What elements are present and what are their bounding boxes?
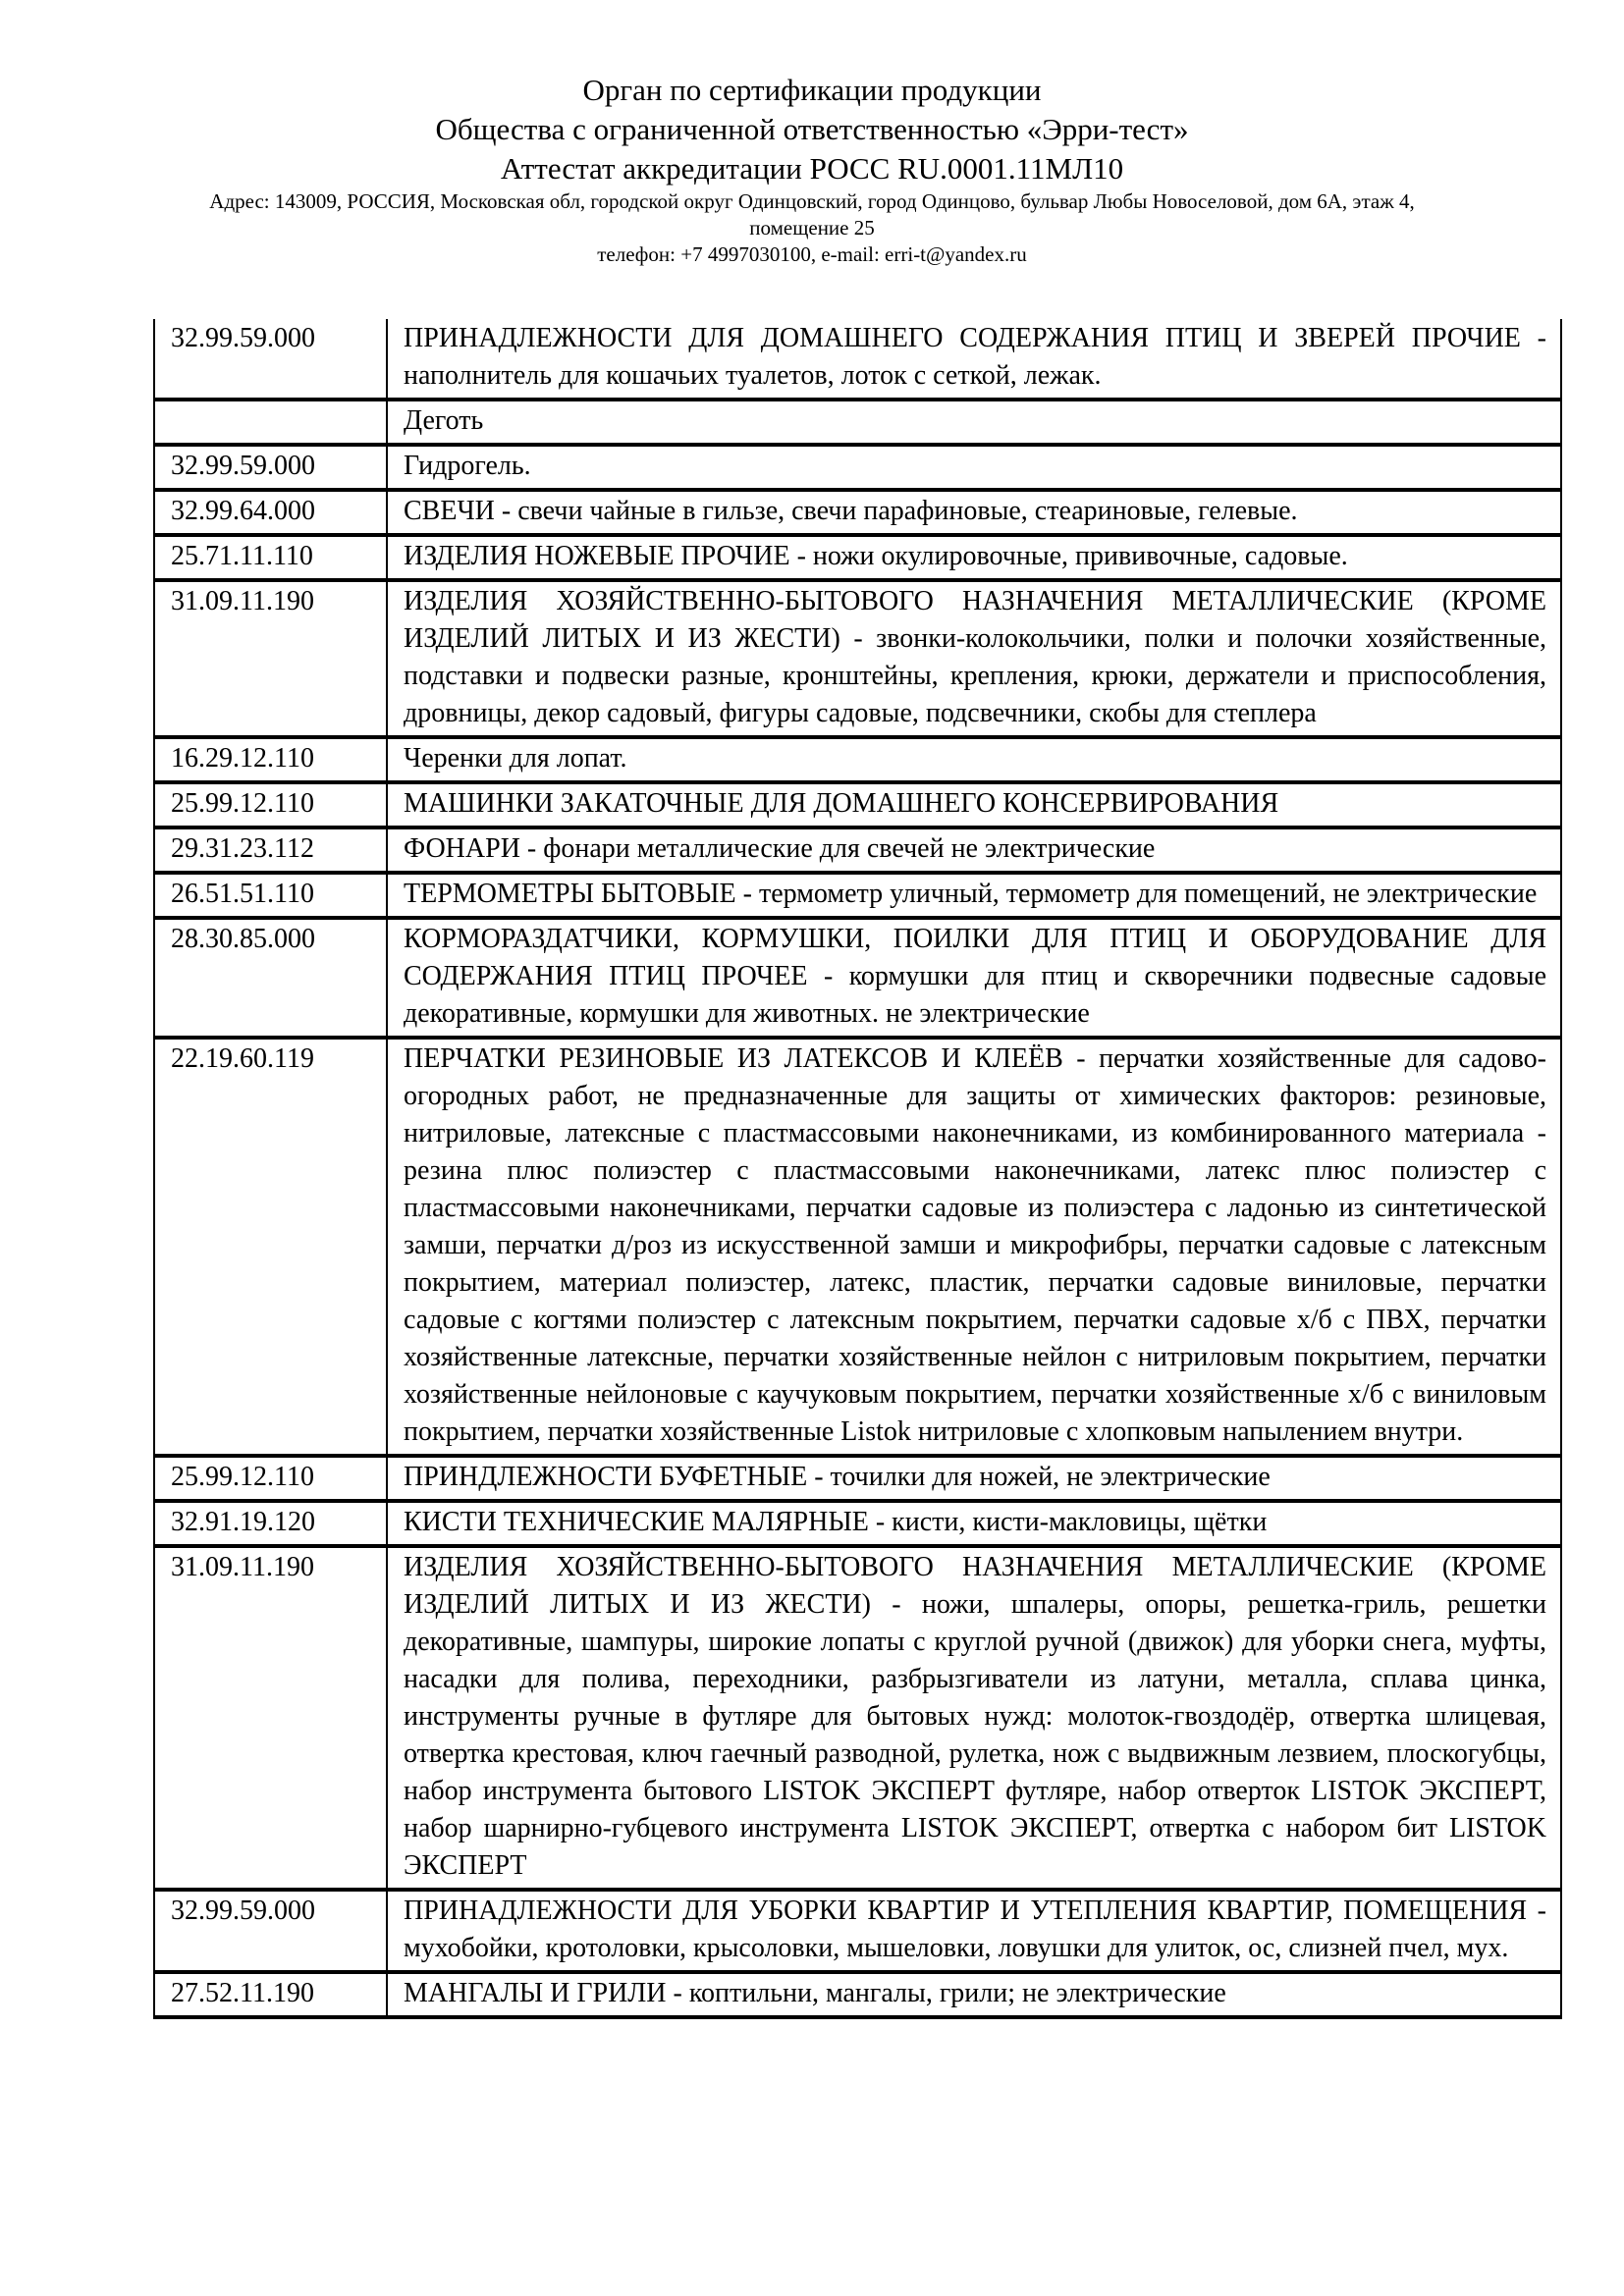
description-cell: Гидрогель. xyxy=(387,445,1561,490)
table-row xyxy=(154,580,1561,737)
table-row xyxy=(154,490,1561,535)
org-title-line2: Общества с ограниченной ответственностью «Эрри-тест» xyxy=(435,112,1189,146)
table-row xyxy=(154,319,1561,400)
product-codes-table xyxy=(153,319,1562,2019)
document-header xyxy=(0,0,1624,268)
description-cell: Черенки для лопат. xyxy=(387,737,1561,782)
table-row xyxy=(154,1546,1561,1890)
table-row xyxy=(154,1501,1561,1546)
table-row xyxy=(154,873,1561,918)
table-row xyxy=(154,445,1561,490)
code-cell: 32.99.59.000 xyxy=(154,445,387,490)
table-row xyxy=(154,1038,1561,1456)
address-line1: Адрес: 143009, РОССИЯ, Московская обл, городской округ Одинцовский, город Одинцово, бульвар Любы Новоселовой, дом 6А, этаж 4, xyxy=(209,189,1415,213)
description-cell: ПРИНАДЛЕЖНОСТИ ДЛЯ УБОРКИ КВАРТИР И УТЕПЛЕНИЯ КВАРТИР, ПОМЕЩЕНИЯ - мухобойки, кротоловки, крысоловки, мышеловки, ловушки для улиток, ос, слизней пчел, мух. xyxy=(387,1890,1561,1972)
address-line2: помещение 25 xyxy=(749,216,875,240)
description-cell: Деготь xyxy=(387,400,1561,445)
contact-line: телефон: +7 4997030100, e-mail: erri-t@yandex.ru xyxy=(597,242,1027,266)
description-cell: ПРИНДЛЕЖНОСТИ БУФЕТНЫЕ - точилки для ножей, не электрические xyxy=(387,1456,1561,1501)
code-cell: 29.31.23.112 xyxy=(154,828,387,873)
description-cell: СВЕЧИ - свечи чайные в гильзе, свечи парафиновые, стеариновые, гелевые. xyxy=(387,490,1561,535)
code-cell: 32.91.19.120 xyxy=(154,1501,387,1546)
table-row xyxy=(154,535,1561,580)
org-title-line1: Орган по сертификации продукции xyxy=(582,73,1042,107)
table-row xyxy=(154,1456,1561,1501)
code-cell: 25.71.11.110 xyxy=(154,535,387,580)
description-cell: МАНГАЛЫ И ГРИЛИ - коптильни, мангалы, грили; не электрические xyxy=(387,1972,1561,2017)
description-cell: ПРИНАДЛЕЖНОСТИ ДЛЯ ДОМАШНЕГО СОДЕРЖАНИЯ ПТИЦ И ЗВЕРЕЙ ПРОЧИЕ - наполнитель для кошачьих туалетов, лоток с сеткой, лежак. xyxy=(387,319,1561,400)
table-row xyxy=(154,782,1561,828)
table-row xyxy=(154,1890,1561,1972)
table-row xyxy=(154,400,1561,445)
code-cell: 31.09.11.190 xyxy=(154,1546,387,1890)
code-cell: 28.30.85.000 xyxy=(154,918,387,1038)
table-row xyxy=(154,1972,1561,2017)
code-cell: 26.51.51.110 xyxy=(154,873,387,918)
table-row xyxy=(154,918,1561,1038)
code-cell: 27.52.11.190 xyxy=(154,1972,387,2017)
accreditation-line: Аттестат аккредитации РОСС RU.0001.11МЛ10 xyxy=(500,151,1124,186)
code-cell: 32.99.59.000 xyxy=(154,319,387,400)
description-cell: КИСТИ ТЕХНИЧЕСКИЕ МАЛЯРНЫЕ - кисти, кисти-макловицы, щётки xyxy=(387,1501,1561,1546)
code-cell: 16.29.12.110 xyxy=(154,737,387,782)
code-cell: 32.99.64.000 xyxy=(154,490,387,535)
description-cell: ТЕРМОМЕТРЫ БЫТОВЫЕ - термометр уличный, термометр для помещений, не электрические xyxy=(387,873,1561,918)
table-row xyxy=(154,737,1561,782)
code-cell: 32.99.59.000 xyxy=(154,1890,387,1972)
code-cell xyxy=(154,400,387,445)
code-cell: 31.09.11.190 xyxy=(154,580,387,737)
description-cell: ИЗДЕЛИЯ ХОЗЯЙСТВЕННО-БЫТОВОГО НАЗНАЧЕНИЯ МЕТАЛЛИЧЕСКИЕ (КРОМЕ ИЗДЕЛИЙ ЛИТЫХ И ИЗ ЖЕСТИ) - ножи, шпалеры, опоры, решетка-гриль, решетки декоративные, шампуры, широкие лопаты с круглой ручной (движок) для уборки снега, муфты, насадки для полива, переходники, разбрызгиватели из латуни, металла, сплава цинка, инструменты ручные в футляре для бытовых нужд: молоток-гвоздодёр, отвертка шлицевая, отвертка крестовая, ключ гаечный разводной, рулетка, нож с выдвижным лезвием, плоскогубцы, набор инструмента бытового LISTOK ЭКСПЕРТ футляре, набор отверток LISTOK ЭКСПЕРТ, набор шарнирно-губцевого инструмента LISTOK ЭКСПЕРТ, отвертка с набором бит LISTOK ЭКСПЕРТ xyxy=(387,1546,1561,1890)
description-cell: МАШИНКИ ЗАКАТОЧНЫЕ ДЛЯ ДОМАШНЕГО КОНСЕРВИРОВАНИЯ xyxy=(387,782,1561,828)
table-row xyxy=(154,828,1561,873)
description-cell: ИЗДЕЛИЯ ХОЗЯЙСТВЕННО-БЫТОВОГО НАЗНАЧЕНИЯ МЕТАЛЛИЧЕСКИЕ (КРОМЕ ИЗДЕЛИЙ ЛИТЫХ И ИЗ ЖЕСТИ) - звонки-колокольчики, полки и полочки хозяйственные, подставки и подвески разные, кронштейны, крепления, крюки, держатели и приспособления, дровницы, декор садовый, фигуры садовые, подсвечники, скобы для степлера xyxy=(387,580,1561,737)
description-cell: ИЗДЕЛИЯ НОЖЕВЫЕ ПРОЧИЕ - ножи окулировочные, прививочные, садовые. xyxy=(387,535,1561,580)
description-cell: ПЕРЧАТКИ РЕЗИНОВЫЕ ИЗ ЛАТЕКСОВ И КЛЕЁВ - перчатки хозяйственные для садово-огородных работ, не предназначенные для защиты от химических факторов: резиновые, нитриловые, латексные с пластмассовыми наконечниками, из комбинированного материала - резина плюс полиэстер с пластмассовыми наконечниками, латекс плюс полиэстер с пластмассовыми наконечниками, перчатки садовые из полиэстера с ладонью из синтетической замши, перчатки д/роз из искусственной замши и микрофибры, перчатки садовые с латексным покрытием, материал полиэстер, латекс, пластик, перчатки садовые виниловые, перчатки садовые с когтями полиэстер с латексным покрытием, перчатки садовые х/б с ПВХ, перчатки хозяйственные латексные, перчатки хозяйственные нейлон с нитриловым покрытием, перчатки хозяйственные нейлоновые с каучуковым покрытием, перчатки хозяйственные х/б с виниловым покрытием, перчатки хозяйственные Listok нитриловые с хлопковым напылением внутри. xyxy=(387,1038,1561,1456)
code-cell: 22.19.60.119 xyxy=(154,1038,387,1456)
product-table-body xyxy=(154,319,1561,2017)
description-cell: ФОНАРИ - фонари металлические для свечей не электрические xyxy=(387,828,1561,873)
code-cell: 25.99.12.110 xyxy=(154,1456,387,1501)
description-cell: КОРМОРАЗДАТЧИКИ, КОРМУШКИ, ПОИЛКИ ДЛЯ ПТИЦ И ОБОРУДОВАНИЕ ДЛЯ СОДЕРЖАНИЯ ПТИЦ ПРОЧЕЕ - кормушки для птиц и скворечники подвесные садовые декоративные, кормушки для животных. не электрические xyxy=(387,918,1561,1038)
code-cell: 25.99.12.110 xyxy=(154,782,387,828)
